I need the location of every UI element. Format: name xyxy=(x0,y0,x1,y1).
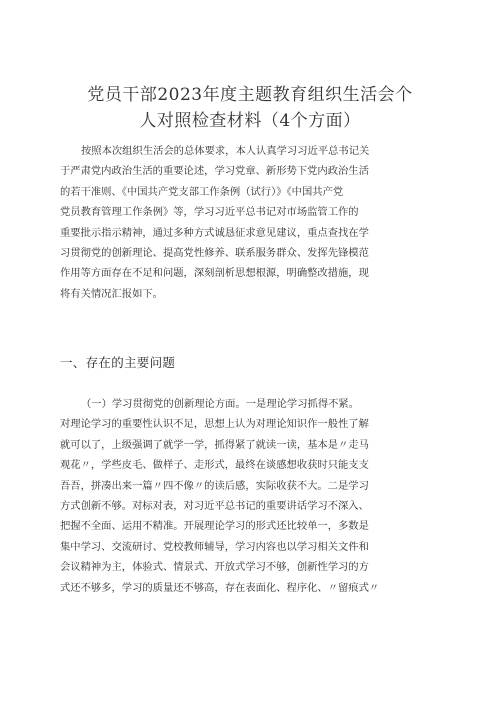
section-line: 集中学习、交流研讨、党校教师辅导，学习内容也以学习相关文件和 xyxy=(60,540,369,553)
section-line: 式还不够多，学习的质量还不够高，存在表面化、程序化、〃留痕式〃 xyxy=(60,581,380,594)
section-line: 方式创新不够。对标对表，对习近平总书记的重要讲话学习不深入、 xyxy=(60,499,369,512)
intro-line: 重要批示指示精神，通过多种方式诚恳征求意见建议，重点查找在学 xyxy=(60,226,369,239)
intro-line: 习贯彻党的创新理论、提高党性修养、联系服务群众、发挥先锋模范 xyxy=(60,246,369,259)
document-title-line-1: 党员干部2023年度主题教育组织生活会个 xyxy=(87,85,413,105)
intro-line: 的若干准则、《中国共产党支部工作条例（试行）》《中国共产党 xyxy=(60,185,344,198)
section-line: 吾吾，拼凑出来一篇〃四不像〃的读后感，实际收获不大。二是学习 xyxy=(60,479,369,492)
intro-line: 作用等方面存在不足和问题，深刻剖析思想根源，明确整改措施，现 xyxy=(60,267,369,280)
intro-paragraph xyxy=(60,141,440,304)
section-line: 就可以了，上级强调了就学一学，抓得紧了就读一读，基本是〃走马 xyxy=(60,438,369,451)
document-title-line-2: 人对照检查材料（4个方面） xyxy=(139,111,361,131)
intro-line: 按照本次组织生活会的总体要求，本人认真学习习近平总书记关 xyxy=(81,145,370,157)
section-line: （一）学习贯彻党的创新理论方面。一是理论学习抓得不紧。 xyxy=(81,398,360,410)
section-line: 会议精神为主，体验式、情景式、开放式学习不够，创新性学习的方 xyxy=(60,561,369,574)
intro-line: 于严肃党内政治生活的重要论述，学习党章、新形势下党内政治生活 xyxy=(60,165,369,178)
section-line: 观花〃，学些皮毛、做样子、走形式，最终在谈感想收获时只能支支 xyxy=(60,459,369,472)
section-heading: 一、存在的主要问题 xyxy=(60,355,176,370)
section-paragraph xyxy=(60,394,440,598)
intro-line: 党员教育管理工作条例》等，学习习近平总书记对市场监管工作的 xyxy=(60,206,359,219)
section-line: 把握不全面、运用不精准。开展理论学习的形式还比较单一，多数是 xyxy=(60,520,369,533)
intro-line: 将有关情况汇报如下。 xyxy=(60,287,163,300)
section-line: 对理论学习的重要性认识不足，思想上认为对理论知识作一般性了解 xyxy=(60,418,369,431)
